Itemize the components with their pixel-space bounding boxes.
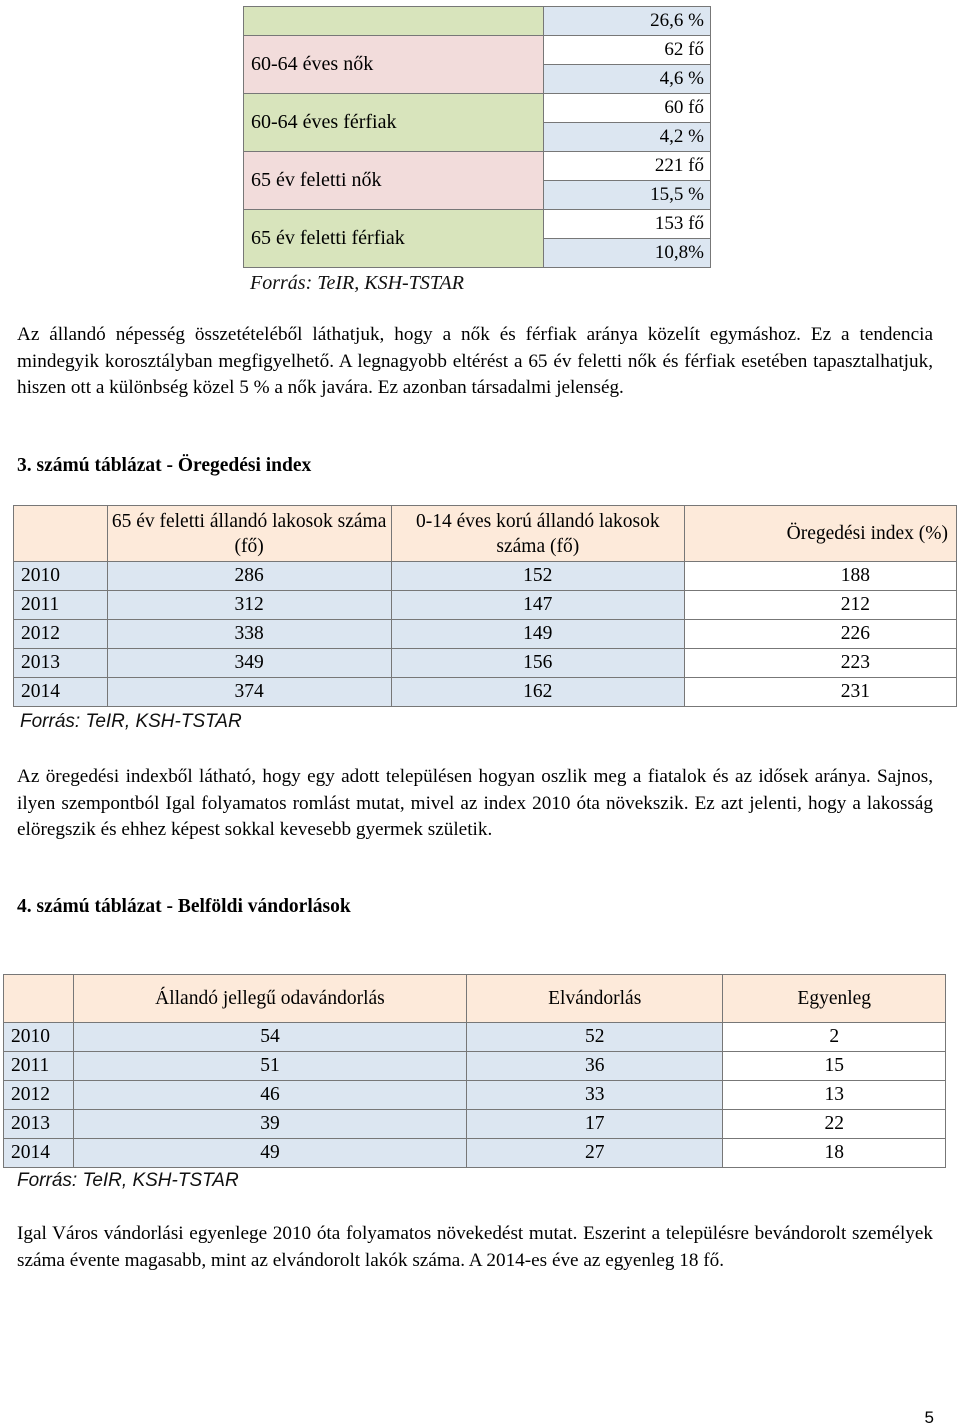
table-row: [4, 1052, 946, 1081]
table-cell: 18: [723, 1139, 946, 1168]
table-cell: 46: [73, 1081, 466, 1110]
table-row: [14, 620, 957, 649]
table4-title: 4. számú táblázat - Belföldi vándorlások: [17, 896, 351, 917]
table-cell-value: 15,5 %: [544, 181, 711, 210]
table-header: Elvándorlás: [466, 975, 722, 1023]
migration-table: [3, 974, 946, 1168]
table-row: [14, 678, 957, 707]
table-header: 0-14 éves korú állandó lakosok száma (fő): [391, 506, 685, 562]
table-cell-value: 153 fő: [544, 210, 711, 239]
table-cell-year: 2014: [4, 1139, 74, 1168]
table-row: [14, 591, 957, 620]
table-cell-year: 2012: [4, 1081, 74, 1110]
table-cell-year: 2013: [4, 1110, 74, 1139]
table-cell: 27: [466, 1139, 722, 1168]
table-cell-empty: [244, 7, 544, 36]
table-row: [14, 562, 957, 591]
table-cell-value: 4,6 %: [544, 65, 711, 94]
table-cell: 33: [466, 1081, 722, 1110]
table-header: 65 év feletti állandó lakosok száma (fő): [107, 506, 391, 562]
table-cell: 52: [466, 1023, 722, 1052]
table3-title: 3. számú táblázat - Öregedési index: [17, 455, 312, 476]
table-cell-year: 2011: [14, 591, 108, 620]
table-cell-year: 2014: [14, 678, 108, 707]
table1-source: Forrás: TeIR, KSH-TSTAR: [250, 272, 464, 294]
table-cell: 223: [685, 649, 957, 678]
population-table: [243, 6, 711, 268]
table-header-empty: [14, 506, 108, 562]
table-row: [14, 649, 957, 678]
table-cell-year: 2010: [14, 562, 108, 591]
table-header: Egyenleg: [723, 975, 946, 1023]
page-number: 5: [924, 1408, 934, 1427]
table-header: Állandó jellegű odavándorlás: [73, 975, 466, 1023]
table-cell-year: 2012: [14, 620, 108, 649]
table4-source: Forrás: TeIR, KSH-TSTAR: [17, 1170, 239, 1191]
table-cell-value: 62 fő: [544, 36, 711, 65]
table-header-empty: [4, 975, 74, 1023]
table-cell-value: 4,2 %: [544, 123, 711, 152]
table-cell-value: 26,6 %: [544, 7, 711, 36]
table-cell: 13: [723, 1081, 946, 1110]
table-cell: 374: [107, 678, 391, 707]
table-cell: 286: [107, 562, 391, 591]
table-cell-year: 2010: [4, 1023, 74, 1052]
table-header: Öregedési index (%): [685, 506, 957, 562]
table-cell: 212: [685, 591, 957, 620]
table-cell-year: 2011: [4, 1052, 74, 1081]
table-row: [4, 1110, 946, 1139]
table-row: [4, 1023, 946, 1052]
table-cell: 149: [391, 620, 685, 649]
table-cell: 147: [391, 591, 685, 620]
table-cell: 49: [73, 1139, 466, 1168]
table-cell: 162: [391, 678, 685, 707]
table-row-label: 65 év feletti férfiak: [244, 210, 544, 268]
table-cell: 152: [391, 562, 685, 591]
table3-source: Forrás: TeIR, KSH-TSTAR: [20, 711, 242, 732]
table-row: [4, 1081, 946, 1110]
table-cell: 226: [685, 620, 957, 649]
table-cell: 156: [391, 649, 685, 678]
table-row-label: 65 év feletti nők: [244, 152, 544, 210]
table-cell: 22: [723, 1110, 946, 1139]
table-cell: 54: [73, 1023, 466, 1052]
table-cell: 15: [723, 1052, 946, 1081]
table-cell: 349: [107, 649, 391, 678]
table-cell-value: 10,8%: [544, 239, 711, 268]
paragraph-2: Az öregedési indexből látható, hogy egy adott településen hogyan oszlik meg a fiatalok és az idősek aránya. Sajnos, ilyen szempontból Igal folyamatos romlást mutat, mivel az index 2010 óta növekszik. Ez azt jelenti, hogy a lakosság elöregszik és ehhez képest sokkal kevesebb gyermek születik.: [17, 766, 933, 840]
table-cell: 36: [466, 1052, 722, 1081]
table-row-label: 60-64 éves nők: [244, 36, 544, 94]
table-cell-value: 221 fő: [544, 152, 711, 181]
table-cell: 51: [73, 1052, 466, 1081]
table-cell: 2: [723, 1023, 946, 1052]
table-cell: 231: [685, 678, 957, 707]
table-cell-value: 60 fő: [544, 94, 711, 123]
table-cell: 17: [466, 1110, 722, 1139]
table-cell: 39: [73, 1110, 466, 1139]
table-cell: 312: [107, 591, 391, 620]
table-cell-year: 2013: [14, 649, 108, 678]
table-row-label: 60-64 éves férfiak: [244, 94, 544, 152]
table-cell: 338: [107, 620, 391, 649]
table-cell: 188: [685, 562, 957, 591]
paragraph-1: Az állandó népesség összetételéből láthatjuk, hogy a nők és férfiak aránya közelít egymáshoz. Ez a tendencia mindegyik korosztályban megfigyelhető. A legnagyobb eltérést a 65 év feletti nők és férfiak esetében tapasztalhatjuk, hiszen ott a különbség közel 5 % a nők javára. Ez azonban társadalmi jelenség.: [17, 324, 933, 398]
table-row: [4, 1139, 946, 1168]
paragraph-3: Igal Város vándorlási egyenlege 2010 óta folyamatos növekedést mutat. Eszerint a településre bevándorolt személyek száma évente magasabb, mint az elvándorolt lakók száma. A 2014-es éve az egyenleg 18 fő.: [17, 1223, 933, 1271]
aging-index-table: [13, 505, 957, 707]
